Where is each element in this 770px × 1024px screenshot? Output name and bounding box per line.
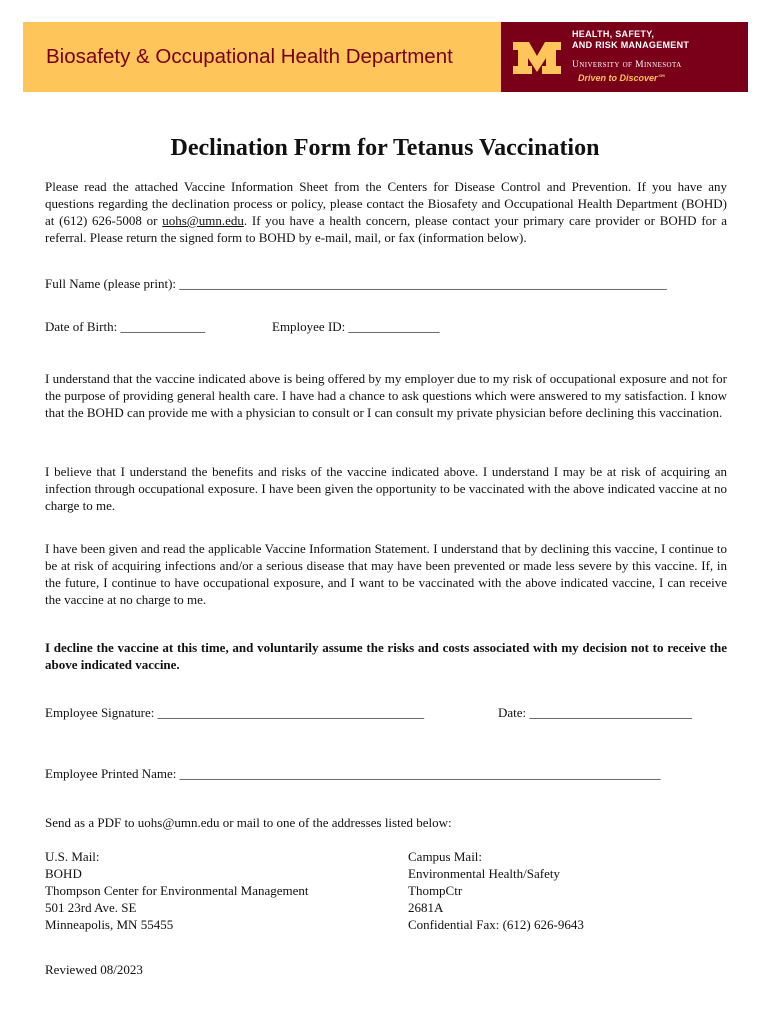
us-mail-line: U.S. Mail: <box>45 849 100 864</box>
us-mail-line: Thompson Center for Environmental Management <box>45 883 309 898</box>
university-brand-block <box>501 22 748 92</box>
intro-text-part1: Please read the attached Vaccine Information Sheet from the Centers for Disease Control and Prevention. If you have any questions regarding the declination process or policy, please contact the Biosafety and Occupational Health Department (BOHD) at (612) 626-5008 or <box>45 179 727 228</box>
campus-mail-line: Environmental Health/Safety <box>408 866 560 881</box>
block-m-logo-icon <box>511 38 563 78</box>
university-name: University of Minnesota <box>572 60 682 70</box>
us-mail-line: 501 23rd Ave. SE <box>45 900 137 915</box>
campus-mail-line: 2681A <box>408 900 444 915</box>
date-of-birth-field[interactable]: Date of Birth: _____________ <box>45 319 205 334</box>
send-instructions: Send as a PDF to uohs@umn.edu or mail to one of the addresses listed below: <box>45 815 452 830</box>
employee-id-field[interactable]: Employee ID: ______________ <box>272 319 440 334</box>
unit-name-line1: HEALTH, SAFETY, <box>572 29 655 39</box>
us-mail-line: BOHD <box>45 866 82 881</box>
reviewed-date: Reviewed 08/2023 <box>45 962 143 977</box>
header-banner <box>23 22 748 92</box>
unit-name-line2: AND RISK MANAGEMENT <box>572 40 690 50</box>
employee-printed-name-field[interactable]: Employee Printed Name: __________________________________________________________________________ <box>45 766 661 781</box>
us-mail-line: Minneapolis, MN 55455 <box>45 917 174 932</box>
intro-text-part2: . If you have a health concern, please contact your primary care provider or BOHD for a referral. Please return the signed form to BOHD by e-mail, mail, or fax (information below). <box>45 213 728 245</box>
department-banner <box>23 22 501 92</box>
campus-mail-line: Campus Mail: <box>408 849 483 864</box>
contact-email-link[interactable]: uohs@umn.edu <box>162 213 244 228</box>
campus-mail-line: ThompCtr <box>408 883 463 898</box>
campus-mail-address <box>408 848 584 933</box>
acknowledgement-paragraph-2: I believe that I understand the benefits and risks of the vaccine indicated above. I understand I may be at risk of acquiring an infection through occupational exposure. I have been given the opportunity to be vaccinated with the above indicated vaccine at no charge to me. <box>45 464 727 513</box>
signature-date-field[interactable]: Date: _________________________ <box>498 705 692 720</box>
intro-paragraph <box>45 178 727 246</box>
acknowledgement-paragraph-1: I understand that the vaccine indicated above is being offered by my employer due to my risk of occupational exposure and not for the purpose of providing general health care. I have had a chance to ask questions which were answered to my satisfaction. I know that the BOHD can provide me with a physician to consult or I can consult my private physician before declining this vaccination. <box>45 371 727 420</box>
department-name: Biosafety & Occupational Health Department <box>46 45 453 68</box>
employee-signature-field[interactable]: Employee Signature: _________________________________________ <box>45 705 425 720</box>
us-mail-address <box>45 848 309 933</box>
unit-name <box>572 29 689 51</box>
decline-statement: I decline the vaccine at this time, and voluntarily assume the risks and costs associated with my decision not to receive the above indicated vaccine. <box>45 640 727 672</box>
university-tagline: Driven to Discover℠ <box>578 73 667 83</box>
acknowledgement-paragraph-3: I have been given and read the applicable Vaccine Information Statement. I understand that by declining this vaccine, I continue to be at risk of acquiring infections and/or a serious disease that may have been prevented or made less severe by this vaccine. If, in the future, I continue to have occupational exposure, and I want to be vaccinated with the above indicated vaccine, I can receive the vaccine at no charge to me. <box>45 541 727 607</box>
form-title: Declination Form for Tetanus Vaccination <box>170 135 600 161</box>
campus-mail-line: Confidential Fax: (612) 626-9643 <box>408 917 584 932</box>
full-name-field[interactable]: Full Name (please print): ___________________________________________________________________________ <box>45 276 667 291</box>
